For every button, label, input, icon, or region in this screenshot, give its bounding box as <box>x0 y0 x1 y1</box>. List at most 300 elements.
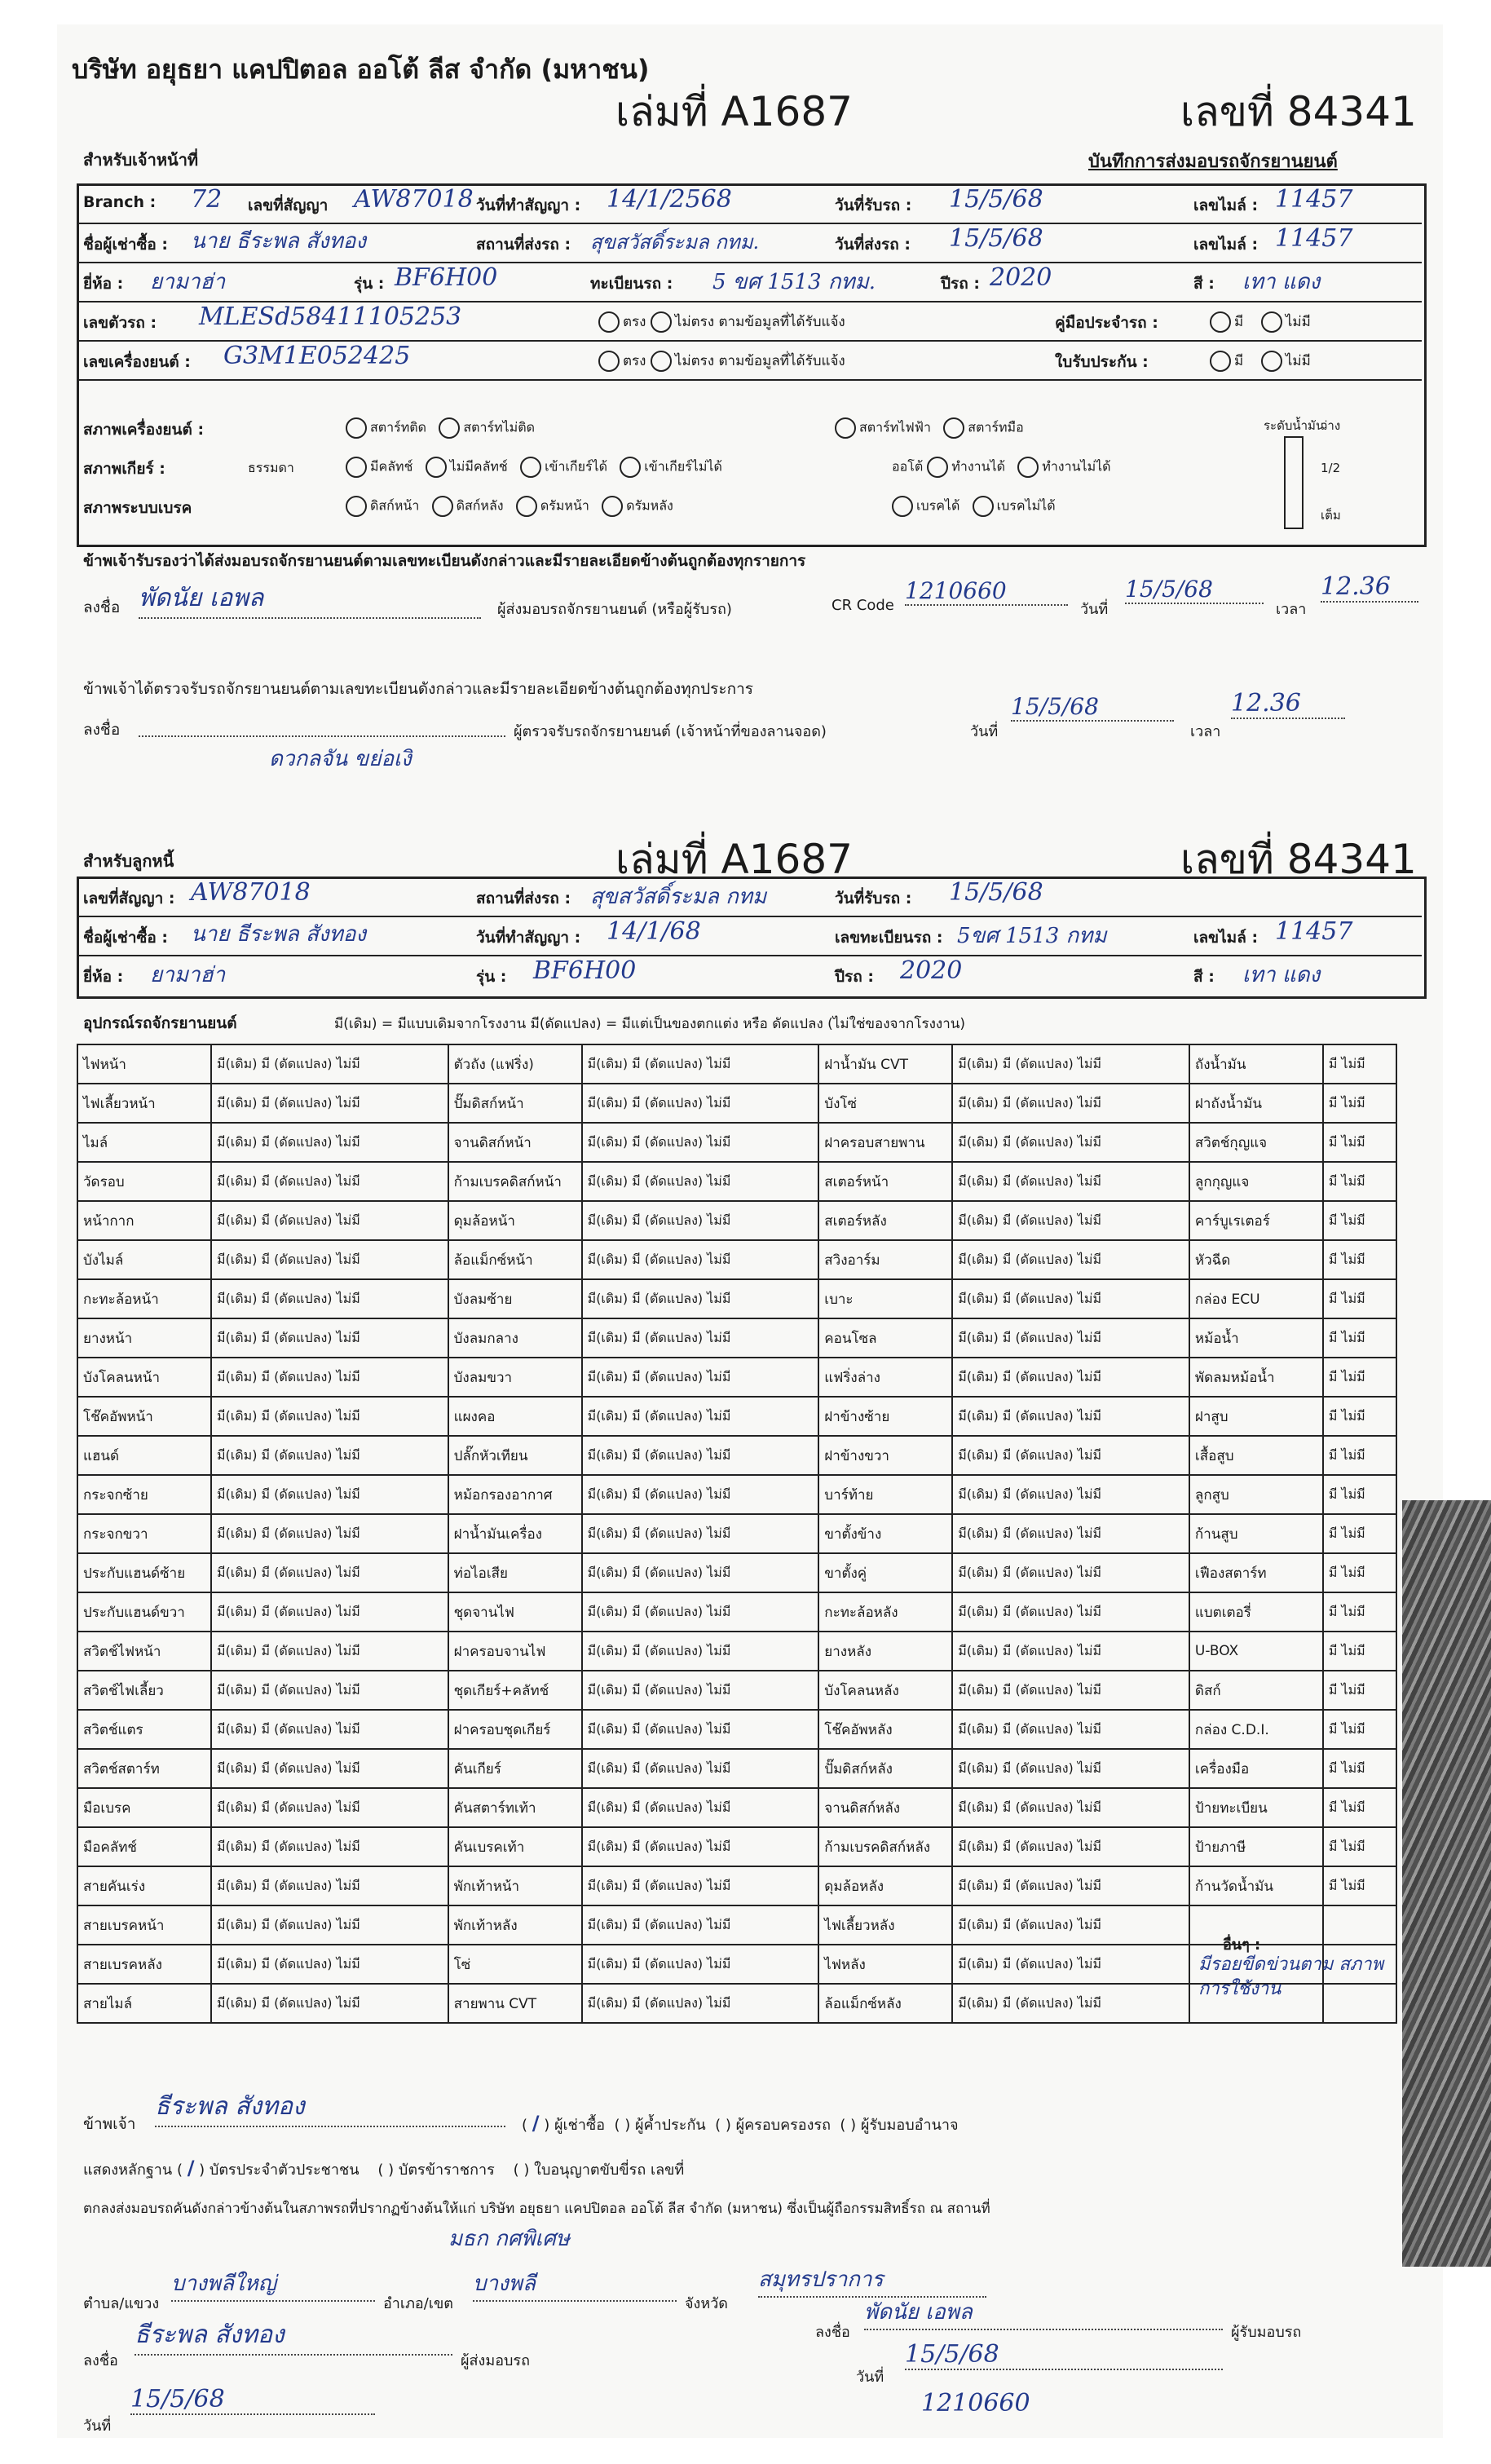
accessory-name: ก้านสูบ <box>1189 1514 1323 1553</box>
accessory-options[interactable]: มี ไม่มี <box>1323 1788 1396 1827</box>
mileage2-value: 11457 <box>1275 224 1353 253</box>
engine-value: G3M1E052425 <box>223 342 411 370</box>
engine-status-options <box>346 417 535 439</box>
accessory-name: สายคันเร่ง <box>77 1866 211 1905</box>
accessory-options[interactable]: มี(เดิม) มี (ดัดแปลง) ไม่มี <box>952 1162 1189 1201</box>
match-label: ตรง <box>623 353 646 369</box>
radio-circle[interactable] <box>927 457 948 478</box>
engine-match <box>598 350 845 372</box>
table-row <box>77 1436 1396 1475</box>
form-row-gear <box>77 447 1348 486</box>
accessory-options[interactable]: มี(เดิม) มี (ดัดแปลง) ไม่มี <box>952 1279 1189 1318</box>
radio-circle[interactable] <box>943 417 964 439</box>
cust-year-label: ปีรถ : <box>835 968 874 986</box>
cr-label: CR Code <box>832 597 894 614</box>
match-label: ตรง <box>623 314 646 330</box>
accessory-options[interactable]: มี(เดิม) มี (ดัดแปลง) ไม่มี <box>952 1044 1189 1084</box>
accessory-name: สวิตช์สตาร์ท <box>77 1749 211 1788</box>
accessory-name: หน้ากาก <box>77 1201 211 1240</box>
accessory-options[interactable]: มี(เดิม) มี (ดัดแปลง) ไม่มี <box>211 1553 448 1592</box>
accessory-options[interactable]: มี(เดิม) มี (ดัดแปลง) ไม่มี <box>211 1514 448 1553</box>
footer-me-label: ข้าพเจ้า <box>83 2115 136 2133</box>
fuel-half: 1/2 <box>1321 461 1341 475</box>
checker-name: ดวกลจัน ขย่อเงิ <box>269 747 412 771</box>
cust-brand-value: ยามาฮ่า <box>150 963 226 987</box>
role-2: ผู้ค้ำประกัน <box>634 2117 706 2134</box>
accessory-options[interactable]: มี(เดิม) มี (ดัดแปลง) ไม่มี <box>952 1553 1189 1592</box>
accessory-name: บังโคลนหน้า <box>77 1358 211 1397</box>
accessory-name: ป้ายภาษี <box>1189 1827 1323 1866</box>
accessory-options[interactable]: มี(เดิม) มี (ดัดแปลง) ไม่มี <box>211 1671 448 1710</box>
accessory-name: ขาตั้งข้าง <box>818 1514 952 1553</box>
accessory-options[interactable]: มี(เดิม) มี (ดัดแปลง) ไม่มี <box>582 1475 819 1514</box>
accessory-name: ดุมล้อหน้า <box>448 1201 582 1240</box>
contract-date-label: วันที่ทำสัญญา : <box>476 197 581 214</box>
contract-label: เลขที่สัญญา <box>248 197 329 214</box>
accessory-name: ถังน้ำมัน <box>1189 1044 1323 1084</box>
accessory-name: ก้ามเบรคดิสก์หลัง <box>818 1827 952 1866</box>
subdistrict-label: ตำบล/แขวง <box>83 2295 160 2312</box>
accessory-options[interactable]: มี(เดิม) มี (ดัดแปลง) ไม่มี <box>211 1084 448 1123</box>
accessory-name: คันเกียร์ <box>448 1749 582 1788</box>
radio-circle[interactable] <box>516 496 537 517</box>
radio-circle[interactable] <box>602 496 623 517</box>
district-value: บางพลี <box>473 2267 677 2302</box>
radio-circle[interactable] <box>346 417 367 439</box>
accessory-options[interactable]: มี(เดิม) มี (ดัดแปลง) ไม่มี <box>211 1358 448 1397</box>
accessory-options[interactable]: มี(เดิม) มี (ดัดแปลง) ไม่มี <box>582 1984 819 2023</box>
accessory-options[interactable]: มี ไม่มี <box>1323 1084 1396 1123</box>
accessory-options[interactable]: มี(เดิม) มี (ดัดแปลง) ไม่มี <box>582 1632 819 1671</box>
gear-options <box>346 457 722 478</box>
accessory-name: ฝาสูบ <box>1189 1397 1323 1436</box>
accessory-options[interactable]: มี(เดิม) มี (ดัดแปลง) ไม่มี <box>211 1044 448 1084</box>
accessory-options[interactable]: มี(เดิม) มี (ดัดแปลง) ไม่มี <box>952 1749 1189 1788</box>
accessory-options[interactable]: มี ไม่มี <box>1323 1514 1396 1553</box>
accessory-options[interactable]: มี(เดิม) มี (ดัดแปลง) ไม่มี <box>582 1044 819 1084</box>
accessory-name: ก้ามเบรคดิสก์หน้า <box>448 1162 582 1201</box>
accessory-options[interactable]: มี(เดิม) มี (ดัดแปลง) ไม่มี <box>582 1279 819 1318</box>
license-label: ใบรับประกัน : <box>1055 353 1149 371</box>
table-row <box>77 1514 1396 1553</box>
accessory-options[interactable]: มี(เดิม) มี (ดัดแปลง) ไม่มี <box>211 1475 448 1514</box>
table-row <box>77 1240 1396 1279</box>
table-row <box>77 1710 1396 1749</box>
radio-circle[interactable] <box>1261 351 1282 372</box>
accessory-options[interactable]: มี(เดิม) มี (ดัดแปลง) ไม่มี <box>211 1945 448 1984</box>
accessory-name: คันสตาร์ทเท้า <box>448 1788 582 1827</box>
cust-cdate-value: 14/1/68 <box>607 917 701 946</box>
cust-hirer-label: ชื่อผู้เช่าซื้อ : <box>83 929 169 947</box>
accessory-options[interactable]: มี(เดิม) มี (ดัดแปลง) ไม่มี <box>952 1123 1189 1162</box>
district-label: อำเภอ/เขต <box>383 2295 453 2312</box>
brake-e-label: เบรคได้ <box>916 497 960 514</box>
checker-label: ผู้ตรวจรับรถจักรยานยนต์ (เจ้าหน้าที่ของลานจอด) <box>514 723 827 740</box>
form-row-2 <box>77 223 1422 263</box>
date-left-value: 15/5/68 <box>130 2385 375 2415</box>
receiver-sign-label: ลงชื่อ <box>815 2324 850 2341</box>
radio-circle[interactable] <box>651 311 672 333</box>
accessory-options[interactable]: มี ไม่มี <box>1323 1162 1396 1201</box>
accessory-name: จานดิสก์หลัง <box>818 1788 952 1827</box>
accessory-options[interactable]: มี(เดิม) มี (ดัดแปลง) ไม่มี <box>582 1318 819 1358</box>
model-label: รุ่น : <box>354 275 385 293</box>
radio-circle[interactable] <box>346 457 367 478</box>
declaration-1: ข้าพเจ้ารับรองว่าได้ส่งมอบรถจักรยานยนต์ตามเลขทะเบียนดังกล่าวและมีรายละเอียดข้างต้นถูกต้องทุกรายการ <box>83 552 806 570</box>
accessory-name: ท่อไอเสีย <box>448 1553 582 1592</box>
brake-b-label: ดิสก์หลัง <box>456 497 504 514</box>
accessory-name: ปั๊มดิสก์หน้า <box>448 1084 582 1123</box>
accessory-name: สวิตช์ไฟหน้า <box>77 1632 211 1671</box>
accessory-options[interactable]: มี(เดิม) มี (ดัดแปลง) ไม่มี <box>952 1084 1189 1123</box>
accessory-name: สายเบรคหน้า <box>77 1905 211 1945</box>
accessory-options[interactable]: มี(เดิม) มี (ดัดแปลง) ไม่มี <box>582 1788 819 1827</box>
accessory-options[interactable]: มี(เดิม) มี (ดัดแปลง) ไม่มี <box>211 1162 448 1201</box>
accessory-options[interactable]: มี(เดิม) มี (ดัดแปลง) ไม่มี <box>211 1866 448 1905</box>
table-row <box>77 1084 1396 1123</box>
accessory-options[interactable]: มี(เดิม) มี (ดัดแปลง) ไม่มี <box>952 1905 1189 1945</box>
accessory-name: ล้อแม็กซ์หลัง <box>818 1984 952 2023</box>
accessory-options[interactable]: มี ไม่มี <box>1323 1592 1396 1632</box>
accessory-name: ฝาครอบจานไฟ <box>448 1632 582 1671</box>
accessory-options[interactable]: มี ไม่มี <box>1323 1866 1396 1905</box>
accessory-name: กล่อง C.D.I. <box>1189 1710 1323 1749</box>
accessory-options[interactable]: มี ไม่มี <box>1323 1201 1396 1240</box>
accessory-name: ชุดจานไฟ <box>448 1592 582 1632</box>
table-row <box>77 1318 1396 1358</box>
radio-circle[interactable] <box>598 311 620 333</box>
accessory-name: คันเบรคเท้า <box>448 1827 582 1866</box>
accessory-options[interactable]: มี ไม่มี <box>1323 1475 1396 1514</box>
accessory-options[interactable]: มี(เดิม) มี (ดัดแปลง) ไม่มี <box>582 1866 819 1905</box>
hirer-value: นาย ธีระพล สังทอง <box>191 229 367 254</box>
cust-brand-label: ยี่ห้อ : <box>83 968 124 986</box>
cust-reg-label: เลขทะเบียนรถ : <box>835 929 943 947</box>
contract-date-value: 14/1/2568 <box>607 185 732 214</box>
form-row-4 <box>77 301 1422 342</box>
signature-line-2 <box>139 735 505 737</box>
accessory-name: แฮนด์ <box>77 1436 211 1475</box>
accessory-name: หม้อกรองอากาศ <box>448 1475 582 1514</box>
mileage-label: เลขไมล์ : <box>1193 197 1259 214</box>
accessory-options[interactable]: มี(เดิม) มี (ดัดแปลง) ไม่มี <box>952 1397 1189 1436</box>
gear-normal: ธรรมดา <box>248 460 294 475</box>
cust-contract-label: เลขที่สัญญา : <box>83 890 175 907</box>
radio-circle[interactable] <box>520 457 541 478</box>
proof-3: ใบอนุญาตขับขี่รถ เลขที่ <box>534 2162 685 2179</box>
accessory-options[interactable]: มี(เดิม) มี (ดัดแปลง) ไม่มี <box>952 1358 1189 1397</box>
accessory-options[interactable]: มี(เดิม) มี (ดัดแปลง) ไม่มี <box>952 1240 1189 1279</box>
accessory-name: ยางหลัง <box>818 1632 952 1671</box>
accessory-options[interactable]: มี(เดิม) มี (ดัดแปลง) ไม่มี <box>952 1475 1189 1514</box>
accessory-options[interactable]: มี(เดิม) มี (ดัดแปลง) ไม่มี <box>211 1984 448 2023</box>
accessory-options[interactable]: มี(เดิม) มี (ดัดแปลง) ไม่มี <box>211 1279 448 1318</box>
accessory-name: ฝาข้างซ้าย <box>818 1397 952 1436</box>
accessory-name: ฝาถังน้ำมัน <box>1189 1084 1323 1123</box>
company-name: บริษัท อยุธยา แคปปิตอล ออโต้ ลีส จำกัด (มหาชน) <box>72 54 650 85</box>
signature-1: พัดนัย เอพล <box>139 579 481 619</box>
accessory-name: เสื้อสูบ <box>1189 1436 1323 1475</box>
accessory-options[interactable]: มี(เดิม) มี (ดัดแปลง) ไม่มี <box>952 1866 1189 1905</box>
accessory-options[interactable]: มี(เดิม) มี (ดัดแปลง) ไม่มี <box>582 1514 819 1553</box>
accessory-name: สวิตช์แตร <box>77 1710 211 1749</box>
accessory-options[interactable]: มี(เดิม) มี (ดัดแปลง) ไม่มี <box>211 1788 448 1827</box>
accessory-name: หม้อน้ำ <box>1189 1318 1323 1358</box>
accessory-name: ขาตั้งคู่ <box>818 1553 952 1592</box>
accessory-options[interactable]: มี ไม่มี <box>1323 1123 1396 1162</box>
table-row <box>77 1201 1396 1240</box>
province-value: สมุทรปราการ <box>758 2263 986 2298</box>
cust-model-value: BF6H00 <box>533 956 637 985</box>
date-right-value: 15/5/68 <box>905 2340 1223 2370</box>
accessory-options[interactable]: มี(เดิม) มี (ดัดแปลง) ไม่มี <box>211 1749 448 1788</box>
book-number: เล่มที่ A1687 <box>615 88 853 135</box>
accessory-options[interactable]: มี ไม่มี <box>1323 1358 1396 1397</box>
cust-receive-label: วันที่รับรถ : <box>835 890 912 907</box>
accessory-name: กระจกซ้าย <box>77 1475 211 1514</box>
accessory-name: บังลมซ้าย <box>448 1279 582 1318</box>
table-row <box>77 1553 1396 1592</box>
fuel-full: เต็ม <box>1321 508 1341 523</box>
accessory-options[interactable]: มี(เดิม) มี (ดัดแปลง) ไม่มี <box>582 1945 819 1984</box>
accessory-options[interactable]: มี(เดิม) มี (ดัดแปลง) ไม่มี <box>582 1123 819 1162</box>
accessory-name: เฟืองสตาร์ท <box>1189 1553 1323 1592</box>
accessory-options[interactable]: มี(เดิม) มี (ดัดแปลง) ไม่มี <box>582 1162 819 1201</box>
date-label-2: วันที่ <box>970 723 999 740</box>
proof-1: บัตรประจำตัวประชาชน <box>209 2162 360 2179</box>
accessory-name: บังลมขวา <box>448 1358 582 1397</box>
table-row <box>77 1632 1396 1671</box>
time-label-2: เวลา <box>1190 723 1221 740</box>
accessory-options[interactable]: มี(เดิม) มี (ดัดแปลง) ไม่มี <box>582 1084 819 1123</box>
hirer-label: ชื่อผู้เช่าซื้อ : <box>83 236 169 254</box>
role-1: ผู้เช่าซื้อ <box>554 2117 606 2134</box>
accessory-options[interactable]: มี ไม่มี <box>1323 1671 1396 1710</box>
cust-receive-value: 15/5/68 <box>949 878 1043 907</box>
receiver-code: 1210660 <box>921 2389 1030 2418</box>
deliverer-signature: ธีระพล สังทอง <box>135 2316 452 2356</box>
accessory-name: ก้านวัดน้ำมัน <box>1189 1866 1323 1905</box>
table-row <box>77 1866 1396 1905</box>
accessory-name: คาร์บูเรเตอร์ <box>1189 1201 1323 1240</box>
accessory-name: ไฟหน้า <box>77 1044 211 1084</box>
date-value-2: 15/5/68 <box>1011 693 1174 722</box>
accessory-options[interactable]: มี ไม่มี <box>1323 1436 1396 1475</box>
accessory-options[interactable]: มี ไม่มี <box>1323 1279 1396 1318</box>
accessory-options[interactable]: มี(เดิม) มี (ดัดแปลง) ไม่มี <box>211 1632 448 1671</box>
license-options <box>1210 350 1311 372</box>
accessory-options[interactable]: มี(เดิม) มี (ดัดแปลง) ไม่มี <box>582 1201 819 1240</box>
accessory-options[interactable]: มี(เดิม) มี (ดัดแปลง) ไม่มี <box>952 1945 1189 1984</box>
start-options <box>835 417 1024 439</box>
accessory-options[interactable]: มี(เดิม) มี (ดัดแปลง) ไม่มี <box>211 1240 448 1279</box>
accessory-options[interactable]: มี(เดิม) มี (ดัดแปลง) ไม่มี <box>952 1436 1189 1475</box>
brand-label: ยี่ห้อ : <box>83 275 124 293</box>
cust-row-2 <box>77 916 1422 956</box>
send-date-value: 15/5/68 <box>949 224 1043 253</box>
accessory-options[interactable]: มี(เดิม) มี (ดัดแปลง) ไม่มี <box>952 1592 1189 1632</box>
accessory-options[interactable]: มี(เดิม) มี (ดัดแปลง) ไม่มี <box>211 1201 448 1240</box>
radio-circle[interactable] <box>432 496 453 517</box>
province-label: จังหวัด <box>685 2295 728 2312</box>
accessory-options[interactable]: มี ไม่มี <box>1323 1044 1396 1084</box>
deliverer-sign-label: ลงชื่อ <box>83 2352 118 2369</box>
accessory-name: สเตอร์หน้า <box>818 1162 952 1201</box>
brake-d-label: ดรัมหลัง <box>626 497 673 514</box>
accessory-options[interactable]: มี(เดิม) มี (ดัดแปลง) ไม่มี <box>211 1123 448 1162</box>
accessory-options[interactable]: มี(เดิม) มี (ดัดแปลง) ไม่มี <box>211 1827 448 1866</box>
gear-label: สภาพเกียร์ : <box>83 460 165 478</box>
cust-color-label: สี : <box>1193 968 1215 986</box>
radio-circle[interactable] <box>598 351 620 372</box>
radio-circle[interactable] <box>426 457 447 478</box>
role-4: ผู้รับมอบอำนาจ <box>860 2117 959 2134</box>
accessory-options[interactable]: มี ไม่มี <box>1323 1710 1396 1749</box>
table-row <box>77 1044 1396 1084</box>
table-row <box>77 1279 1396 1318</box>
engine-label: เลขเครื่องยนต์ : <box>83 353 191 371</box>
accessory-name: วัดรอบ <box>77 1162 211 1201</box>
gear-auto-options <box>892 457 1111 478</box>
accessory-options[interactable]: มี(เดิม) มี (ดัดแปลง) ไม่มี <box>582 1240 819 1279</box>
accessory-name: ดุมล้อหลัง <box>818 1866 952 1905</box>
radio-circle[interactable] <box>973 496 994 517</box>
accessory-name: สายพาน CVT <box>448 1984 582 2023</box>
accessory-options[interactable]: มี(เดิม) มี (ดัดแปลง) ไม่มี <box>952 1827 1189 1866</box>
engine-status-label: สภาพเครื่องยนต์ : <box>83 421 205 439</box>
accessory-options[interactable]: มี ไม่มี <box>1323 1397 1396 1436</box>
has-label: มี <box>1234 314 1244 330</box>
proof-label: แสดงหลักฐาน <box>83 2162 173 2179</box>
accessory-options[interactable]: มี(เดิม) มี (ดัดแปลง) ไม่มี <box>582 1592 819 1632</box>
accessory-options[interactable]: มี(เดิม) มี (ดัดแปลง) ไม่มี <box>582 1671 819 1710</box>
gear-e-label: ทำงานได้ <box>951 458 1005 475</box>
radio-circle[interactable] <box>1017 457 1039 478</box>
accessory-options[interactable]: มี(เดิม) มี (ดัดแปลง) ไม่มี <box>211 1710 448 1749</box>
accessory-options[interactable]: มี ไม่มี <box>1323 1827 1396 1866</box>
radio-circle[interactable] <box>1261 311 1282 333</box>
accessory-name: สเตอร์หลัง <box>818 1201 952 1240</box>
accessory-options[interactable]: มี(เดิม) มี (ดัดแปลง) ไม่มี <box>211 1397 448 1436</box>
table-row <box>77 1162 1396 1201</box>
cust-reg-value: 5ขศ 1513 กทม <box>957 924 1107 948</box>
chassis-value: MLESd58411105253 <box>199 302 462 331</box>
place-label: สถานที่ส่งรถ : <box>476 236 571 254</box>
accessory-name: กะทะล้อหน้า <box>77 1279 211 1318</box>
accessory-options[interactable]: มี ไม่มี <box>1323 1749 1396 1788</box>
accessory-options[interactable]: มี ไม่มี <box>1323 1240 1396 1279</box>
accessory-options[interactable]: มี(เดิม) มี (ดัดแปลง) ไม่มี <box>952 1514 1189 1553</box>
accessory-options[interactable]: มี(เดิม) มี (ดัดแปลง) ไม่มี <box>582 1358 819 1397</box>
radio-circle[interactable] <box>1210 351 1231 372</box>
accessory-options[interactable]: มี ไม่มี <box>1323 1553 1396 1592</box>
accessory-name: ยางหน้า <box>77 1318 211 1358</box>
accessory-name: บังลมกลาง <box>448 1318 582 1358</box>
accessory-options[interactable]: มี(เดิม) มี (ดัดแปลง) ไม่มี <box>211 1436 448 1475</box>
accessory-options[interactable]: มี(เดิม) มี (ดัดแปลง) ไม่มี <box>211 1592 448 1632</box>
record-title: บันทึกการส่งมอบรถจักรยานยนต์ <box>1088 152 1338 172</box>
accessory-name: คอนโซล <box>818 1318 952 1358</box>
gear-b-label: ไม่มีคลัทช์ <box>449 458 508 475</box>
color-label: สี : <box>1193 275 1215 293</box>
engine-fail-label: สตาร์ทไม่ติด <box>463 419 535 435</box>
radio-circle[interactable] <box>439 417 460 439</box>
deliverer-label: ผู้ส่งมอบรถจักรยานยนต์ (หรือผู้รับรถ) <box>497 601 732 618</box>
date-value-1: 15/5/68 <box>1125 576 1264 604</box>
footer-me-value: ธีระพล สังทอง <box>155 2087 505 2127</box>
cust-row-1 <box>77 877 1422 917</box>
accessory-name: ล้อแม็กซ์หน้า <box>448 1240 582 1279</box>
accessory-options[interactable]: มี(เดิม) มี (ดัดแปลง) ไม่มี <box>582 1397 819 1436</box>
accessory-name: ปั๊มดิสก์หลัง <box>818 1749 952 1788</box>
accessory-options[interactable]: มี(เดิม) มี (ดัดแปลง) ไม่มี <box>582 1749 819 1788</box>
accessory-options[interactable]: มี ไม่มี <box>1323 1632 1396 1671</box>
table-row <box>77 1749 1396 1788</box>
accessory-name: ฝาครอบชุดเกียร์ <box>448 1710 582 1749</box>
table-row <box>77 1827 1396 1866</box>
reg-label: ทะเบียนรถ : <box>590 275 673 293</box>
contract-value: AW87018 <box>354 185 474 214</box>
accessory-options[interactable]: มี(เดิม) มี (ดัดแปลง) ไม่มี <box>952 1201 1189 1240</box>
accessory-options[interactable]: มี(เดิม) มี (ดัดแปลง) ไม่มี <box>952 1671 1189 1710</box>
brake-options-2 <box>892 496 1056 517</box>
accessory-options[interactable]: มี(เดิม) มี (ดัดแปลง) ไม่มี <box>211 1905 448 1945</box>
none-label: ไม่มี <box>1285 353 1311 369</box>
brake-f-label: เบรคไม่ได้ <box>996 497 1056 514</box>
accessory-options[interactable]: มี(เดิม) มี (ดัดแปลง) ไม่มี <box>952 1984 1189 2023</box>
none-label: ไม่มี <box>1285 314 1311 330</box>
time-label-1: เวลา <box>1276 601 1307 618</box>
accessory-options[interactable]: มี(เดิม) มี (ดัดแปลง) ไม่มี <box>582 1710 819 1749</box>
radio-circle[interactable] <box>835 417 856 439</box>
accessory-name: จานดิสก์หน้า <box>448 1123 582 1162</box>
accessory-name: สายเบรคหลัง <box>77 1945 211 1984</box>
cr-value: 1210660 <box>905 577 1068 606</box>
accessory-options[interactable]: มี(เดิม) มี (ดัดแปลง) ไม่มี <box>211 1318 448 1358</box>
radio-circle[interactable] <box>892 496 913 517</box>
radio-circle[interactable] <box>1210 311 1231 333</box>
accessory-name: แผงคอ <box>448 1397 582 1436</box>
accessory-options[interactable]: มี(เดิม) มี (ดัดแปลง) ไม่มี <box>582 1436 819 1475</box>
radio-circle[interactable] <box>651 351 672 372</box>
accessory-options[interactable]: มี(เดิม) มี (ดัดแปลง) ไม่มี <box>952 1710 1189 1749</box>
accessory-name: ฝาน้ำมันเครื่อง <box>448 1514 582 1553</box>
accessory-name: สายไมล์ <box>77 1984 211 2023</box>
customer-section-title: สำหรับลูกหนี้ <box>83 851 174 871</box>
accessory-name: ไฟเลี้ยวหลัง <box>818 1905 952 1945</box>
accessory-options[interactable]: มี ไม่มี <box>1323 1318 1396 1358</box>
accessory-options[interactable]: มี(เดิม) มี (ดัดแปลง) ไม่มี <box>582 1827 819 1866</box>
accessory-options[interactable] <box>1323 1905 1396 1945</box>
radio-circle[interactable] <box>620 457 641 478</box>
form-row-engine-status <box>77 408 1348 447</box>
radio-circle[interactable] <box>346 496 367 517</box>
proof-2: บัตรข้าราชการ <box>398 2162 495 2179</box>
year-label: ปีรถ : <box>941 275 980 293</box>
accessory-options[interactable]: มี(เดิม) มี (ดัดแปลง) ไม่มี <box>582 1905 819 1945</box>
accessory-name: เครื่องมือ <box>1189 1749 1323 1788</box>
time-value-1: 12.36 <box>1321 572 1418 603</box>
start-elec-label: สตาร์ทไฟฟ้า <box>859 419 931 435</box>
accessory-options[interactable]: มี(เดิม) มี (ดัดแปลง) ไม่มี <box>952 1632 1189 1671</box>
accessory-options[interactable]: มี(เดิม) มี (ดัดแปลง) ไม่มี <box>952 1318 1189 1358</box>
accessory-options[interactable]: มี(เดิม) มี (ดัดแปลง) ไม่มี <box>582 1553 819 1592</box>
accessory-name: ไมล์ <box>77 1123 211 1162</box>
brake-a-label: ดิสก์หน้า <box>370 497 420 514</box>
accessory-options[interactable]: มี(เดิม) มี (ดัดแปลง) ไม่มี <box>952 1788 1189 1827</box>
engine-ok-label: สตาร์ทติด <box>370 419 427 435</box>
cust-place-label: สถานที่ส่งรถ : <box>476 890 571 907</box>
